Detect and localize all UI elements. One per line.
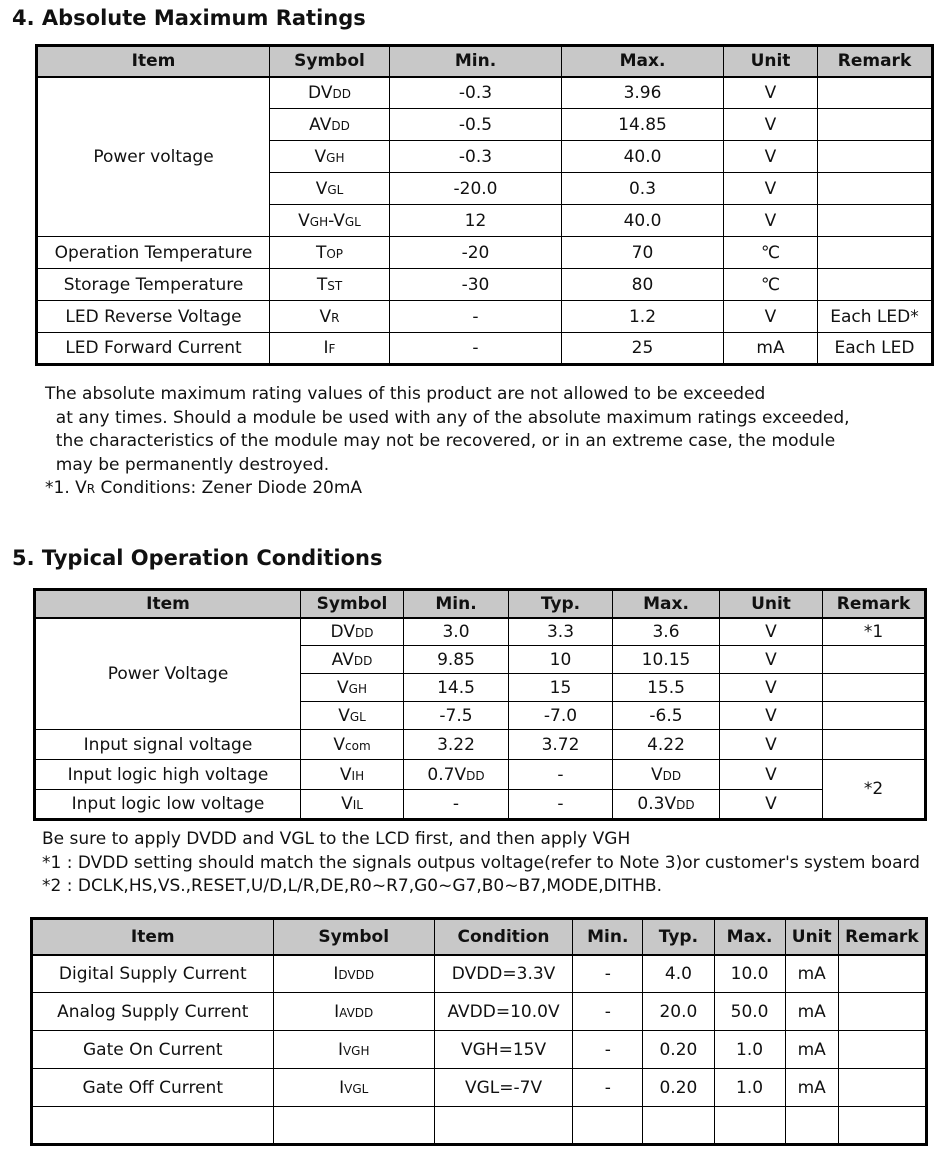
symbol-cell: DVDD [270,77,390,109]
symbol-cell: TOP [270,237,390,269]
unit-cell: mA [785,993,838,1031]
item-cell: Power Voltage [35,618,301,730]
min-cell: 3.22 [404,730,509,760]
col-header: Unit [724,46,818,77]
table-row [35,760,926,790]
symbol-cell: IVGL [273,1069,434,1107]
typ-cell: 10 [509,646,613,674]
min-cell: 0.7VDD [404,760,509,790]
col-header: Remark [838,919,926,955]
empty-cell [838,1107,926,1145]
remark-cell [818,141,933,173]
remark-cell [823,674,926,702]
table-row [37,237,933,269]
max-cell: -6.5 [613,702,720,730]
section-5-notes [42,828,938,899]
typ-cell: - [509,760,613,790]
typ-cell: -7.0 [509,702,613,730]
unit-cell: V [720,760,823,790]
symbol-cell: IAVDD [273,993,434,1031]
col-header: Symbol [273,919,434,955]
table-row [35,730,926,760]
max-cell: 0.3VDD [613,790,720,820]
col-header: Max. [613,590,720,618]
supply-current-table [30,917,928,1146]
symbol-cell: AVDD [301,646,404,674]
max-cell: 15.5 [613,674,720,702]
typ-cell: 3.3 [509,618,613,646]
symbol-cell: VIL [301,790,404,820]
max-cell: 14.85 [562,109,724,141]
max-cell: 40.0 [562,141,724,173]
max-cell: 80 [562,269,724,301]
min-cell: -0.3 [390,77,562,109]
condition-cell: AVDD=10.0V [434,993,572,1031]
note-line: may be permanently destroyed. [45,454,330,475]
col-header: Remark [823,590,926,618]
typ-cell: - [509,790,613,820]
remark-cell [838,1031,926,1069]
min-cell: - [404,790,509,820]
table-header-row [37,46,933,77]
unit-cell: V [720,674,823,702]
min-cell: 9.85 [404,646,509,674]
symbol-cell: DVDD [301,618,404,646]
max-cell: 3.96 [562,77,724,109]
symbol-cell: IDVDD [273,955,434,993]
remark-cell: Each LED* [818,301,933,333]
col-header: Typ. [509,590,613,618]
unit-cell: mA [785,955,838,993]
typ-cell: 3.72 [509,730,613,760]
max-cell: 1.0 [714,1069,785,1107]
col-header: Min. [390,46,562,77]
col-header: Item [37,46,270,77]
max-cell: 0.3 [562,173,724,205]
item-cell: LED Reverse Voltage [37,301,270,333]
table-row [32,993,927,1031]
remark-cell [823,646,926,674]
note-line: *1 : DVDD setting should match the signals outpus voltage(refer to Note 3)or customer's system board [42,852,920,873]
min-cell: -20.0 [390,173,562,205]
max-cell: VDD [613,760,720,790]
min-cell: -20 [390,237,562,269]
remark-cell [818,237,933,269]
max-cell: 40.0 [562,205,724,237]
table-row [37,301,933,333]
empty-cell [714,1107,785,1145]
min-cell: - [390,333,562,365]
remark-cell [818,173,933,205]
table-row [35,790,926,820]
min-cell: - [573,993,643,1031]
note-line: at any times. Should a module be used with any of the absolute maximum ratings exceeded, [45,407,850,428]
col-header: Typ. [643,919,714,955]
col-header: Symbol [270,46,390,77]
unit-cell: V [720,790,823,820]
table-row [37,269,933,301]
remark-cell [823,730,926,760]
max-cell: 70 [562,237,724,269]
table-row [37,333,933,365]
col-header: Item [32,919,274,955]
unit-cell: V [720,618,823,646]
col-header: Unit [720,590,823,618]
min-cell: - [573,1069,643,1107]
item-cell: Input signal voltage [35,730,301,760]
max-cell: 3.6 [613,618,720,646]
unit-cell: V [720,702,823,730]
symbol-cell: Vcom [301,730,404,760]
condition-cell: VGL=-7V [434,1069,572,1107]
remark-cell [818,109,933,141]
note-line: The absolute maximum rating values of this product are not allowed to be exceeded [45,384,766,404]
col-header: Max. [714,919,785,955]
table-header-row [32,919,927,955]
item-cell: Digital Supply Current [32,955,274,993]
remark-cell [818,77,933,109]
empty-cell [32,1107,274,1145]
max-cell: 1.0 [714,1031,785,1069]
condition-cell: DVDD=3.3V [434,955,572,993]
min-cell: -0.5 [390,109,562,141]
unit-cell: V [724,109,818,141]
table-row [37,77,933,109]
typical-operation-table [33,588,927,821]
col-header: Item [35,590,301,618]
item-cell: Operation Temperature [37,237,270,269]
min-cell: 12 [390,205,562,237]
item-cell: LED Forward Current [37,333,270,365]
symbol-cell: VIH [301,760,404,790]
unit-cell: mA [785,1069,838,1107]
min-cell: -0.3 [390,141,562,173]
max-cell: 10.15 [613,646,720,674]
symbol-cell: VGL [301,702,404,730]
note-line: *2 : DCLK,HS,VS.,RESET,U/D,L/R,DE,R0~R7,G0~G7,B0~B7,MODE,DITHB. [42,876,662,896]
table-row [32,955,927,993]
remark-cell: Each LED [818,333,933,365]
item-cell: Input logic high voltage [35,760,301,790]
remark-cell [838,955,926,993]
symbol-cell: VGH [270,141,390,173]
min-cell: - [573,955,643,993]
unit-cell: V [724,301,818,333]
unit-cell: V [724,205,818,237]
symbol-cell: AVDD [270,109,390,141]
col-header: Symbol [301,590,404,618]
table-row [32,1031,927,1069]
remark-cell [838,1069,926,1107]
empty-cell [573,1107,643,1145]
remark-cell [818,269,933,301]
unit-cell: V [724,141,818,173]
min-cell: -30 [390,269,562,301]
remark-cell [818,205,933,237]
empty-cell [643,1107,714,1145]
table-row [35,618,926,646]
unit-cell: ℃ [724,269,818,301]
item-cell: Power voltage [37,77,270,237]
remark-cell [838,993,926,1031]
col-header: Min. [404,590,509,618]
note-line: Be sure to apply DVDD and VGL to the LCD first, and then apply VGH [42,829,631,849]
condition-cell: VGH=15V [434,1031,572,1069]
symbol-cell: VGH [301,674,404,702]
unit-cell: V [720,730,823,760]
typ-cell: 0.20 [643,1069,714,1107]
unit-cell: mA [785,1031,838,1069]
note-line: the characteristics of the module may not be recovered, or in an extreme case, the module [45,431,836,451]
item-cell: Storage Temperature [37,269,270,301]
table-row [32,1069,927,1107]
item-cell: Gate On Current [32,1031,274,1069]
max-cell: 50.0 [714,993,785,1031]
section-4-notes [45,383,850,502]
absolute-max-ratings-table [35,44,934,366]
symbol-cell: IF [270,333,390,365]
empty-cell [785,1107,838,1145]
empty-cell [434,1107,572,1145]
empty-table-row [32,1107,927,1145]
typ-cell: 20.0 [643,993,714,1031]
symbol-cell: TST [270,269,390,301]
empty-cell [273,1107,434,1145]
unit-cell: ℃ [724,237,818,269]
col-header: Unit [785,919,838,955]
item-cell: Gate Off Current [32,1069,274,1107]
max-cell: 4.22 [613,730,720,760]
section-5-title: 5. Typical Operation Conditions [12,546,383,570]
col-header: Condition [434,919,572,955]
unit-cell: mA [724,333,818,365]
unit-cell: V [724,77,818,109]
remark-cell [823,702,926,730]
max-cell: 10.0 [714,955,785,993]
col-header: Max. [562,46,724,77]
symbol-cell: VR [270,301,390,333]
symbol-cell: IVGH [273,1031,434,1069]
typ-cell: 15 [509,674,613,702]
table-header-row [35,590,926,618]
min-cell: 3.0 [404,618,509,646]
symbol-cell: VGL [270,173,390,205]
max-cell: 1.2 [562,301,724,333]
col-header: Min. [573,919,643,955]
min-cell: -7.5 [404,702,509,730]
section-4-title: 4. Absolute Maximum Ratings [12,6,366,30]
remark-cell: *1 [823,618,926,646]
footnote-line: *1. VR Conditions: Zener Diode 20mA [45,478,363,498]
col-header: Remark [818,46,933,77]
min-cell: - [573,1031,643,1069]
unit-cell: V [720,646,823,674]
remark-cell: *2 [823,760,926,820]
max-cell: 25 [562,333,724,365]
min-cell: 14.5 [404,674,509,702]
item-cell: Input logic low voltage [35,790,301,820]
min-cell: - [390,301,562,333]
typ-cell: 4.0 [643,955,714,993]
item-cell: Analog Supply Current [32,993,274,1031]
typ-cell: 0.20 [643,1031,714,1069]
unit-cell: V [724,173,818,205]
symbol-cell: VGH-VGL [270,205,390,237]
